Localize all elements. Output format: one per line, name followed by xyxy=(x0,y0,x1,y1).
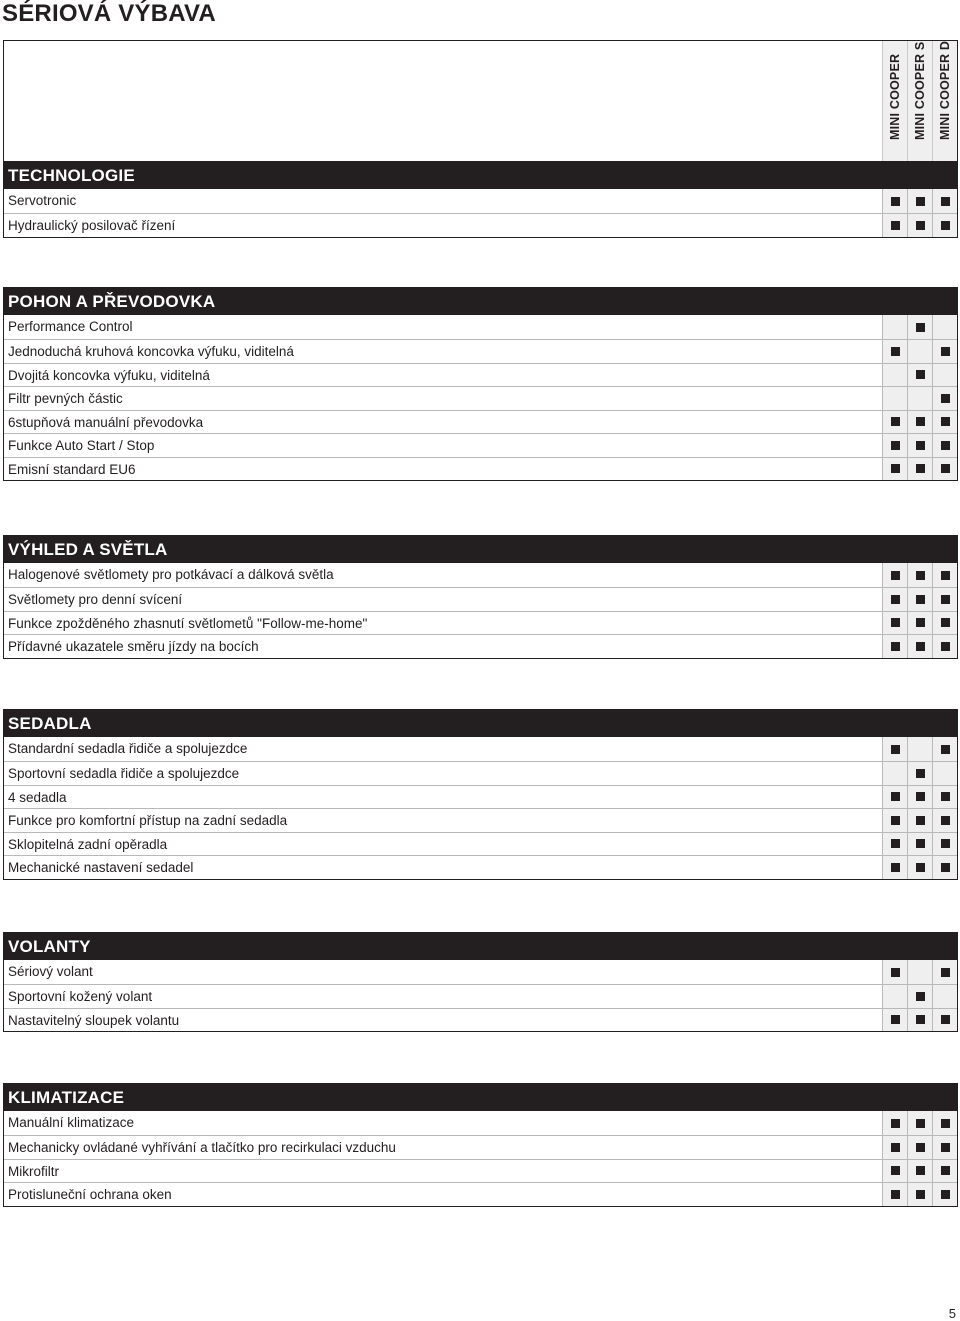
model-label-cooper-s: MINI COOPER S xyxy=(913,41,927,140)
model-label-cooper-d: MINI COOPER D xyxy=(938,40,952,140)
feature-label: Funkce Auto Start / Stop xyxy=(8,438,155,453)
feature-label: Sklopitelná zadní opěradla xyxy=(8,836,168,852)
feature-label: Standardní sedadla řidiče a spolujezdce xyxy=(8,741,248,756)
availability-cell xyxy=(932,1009,957,1032)
feature-label: Halogenové světlomety pro potkávací a dálková světla xyxy=(8,567,334,582)
table-row xyxy=(4,855,957,879)
standard-marker-icon xyxy=(891,618,900,627)
availability-cell xyxy=(882,1111,907,1135)
availability-cell xyxy=(907,563,932,587)
availability-cell xyxy=(907,1183,932,1206)
standard-marker-icon xyxy=(916,642,925,651)
table-row xyxy=(4,960,957,984)
availability-cell xyxy=(882,315,907,339)
standard-marker-icon xyxy=(891,816,900,825)
standard-marker-icon xyxy=(916,370,925,379)
table-row xyxy=(4,611,957,635)
section-rows xyxy=(3,960,958,1032)
availability-cell xyxy=(882,1160,907,1183)
feature-label: 6stupňová manuální převodovka xyxy=(8,414,204,430)
availability-cell xyxy=(932,214,957,237)
availability-cell xyxy=(907,786,932,809)
availability-cell xyxy=(907,364,932,387)
availability-cell xyxy=(907,985,932,1008)
model-column-cooper-d xyxy=(932,41,957,162)
availability-cell xyxy=(882,340,907,363)
table-row xyxy=(4,587,957,611)
standard-marker-icon xyxy=(916,769,925,778)
availability-cell xyxy=(882,1183,907,1206)
availability-cell xyxy=(932,833,957,856)
feature-label: Jednoduchá kruhová koncovka výfuku, viditelná xyxy=(8,344,294,359)
table-row xyxy=(4,457,957,481)
availability-cell xyxy=(882,809,907,832)
availability-cell xyxy=(932,387,957,410)
table-row xyxy=(4,1111,957,1135)
section-heading: TECHNOLOGIE xyxy=(3,161,958,189)
availability-cell xyxy=(882,856,907,879)
availability-cell xyxy=(932,434,957,457)
feature-label: Manuální klimatizace xyxy=(8,1115,135,1130)
availability-cell xyxy=(907,1111,932,1135)
availability-cell xyxy=(882,985,907,1008)
standard-marker-icon xyxy=(916,618,925,627)
availability-cell xyxy=(907,856,932,879)
table-row xyxy=(4,634,957,658)
standard-marker-icon xyxy=(916,221,925,230)
availability-cell xyxy=(882,588,907,611)
standard-marker-icon xyxy=(916,1143,925,1152)
standard-marker-icon xyxy=(916,595,925,604)
availability-cell xyxy=(932,737,957,761)
standard-marker-icon xyxy=(941,595,950,604)
availability-cell xyxy=(932,315,957,339)
standard-marker-icon xyxy=(941,618,950,627)
standard-marker-icon xyxy=(891,968,900,977)
availability-cell xyxy=(907,833,932,856)
table-row xyxy=(4,563,957,587)
availability-cell xyxy=(882,214,907,237)
section-rows xyxy=(3,315,958,481)
availability-cell xyxy=(932,856,957,879)
availability-cell xyxy=(882,786,907,809)
feature-label: Emisní standard EU6 xyxy=(8,461,136,477)
standard-marker-icon xyxy=(916,792,925,801)
standard-marker-icon xyxy=(941,347,950,356)
standard-marker-icon xyxy=(891,1143,900,1152)
section-heading: KLIMATIZACE xyxy=(3,1083,958,1111)
standard-marker-icon xyxy=(941,745,950,754)
availability-cell xyxy=(907,737,932,761)
feature-label: 4 sedadla xyxy=(8,789,67,805)
table-row xyxy=(4,433,957,457)
availability-cell xyxy=(882,434,907,457)
standard-marker-icon xyxy=(891,1119,900,1128)
feature-label: Protisluneční ochrana oken xyxy=(8,1187,172,1202)
standard-marker-icon xyxy=(916,197,925,206)
section-0 xyxy=(3,161,958,238)
standard-marker-icon xyxy=(941,792,950,801)
standard-marker-icon xyxy=(891,595,900,604)
standard-marker-icon xyxy=(941,464,950,473)
availability-cell xyxy=(907,434,932,457)
standard-marker-icon xyxy=(916,464,925,473)
standard-marker-icon xyxy=(916,571,925,580)
standard-marker-icon xyxy=(941,441,950,450)
availability-cell xyxy=(882,762,907,785)
availability-cell xyxy=(932,985,957,1008)
availability-cell xyxy=(907,189,932,213)
table-row xyxy=(4,1135,957,1159)
table-row xyxy=(4,1159,957,1183)
feature-label: Mikrofiltr xyxy=(8,1163,59,1179)
table-row xyxy=(4,761,957,785)
availability-cell xyxy=(882,387,907,410)
standard-marker-icon xyxy=(916,1119,925,1128)
availability-cell xyxy=(932,960,957,984)
availability-cell xyxy=(932,786,957,809)
standard-marker-icon xyxy=(916,1166,925,1175)
standard-marker-icon xyxy=(916,441,925,450)
standard-marker-icon xyxy=(891,441,900,450)
availability-cell xyxy=(882,635,907,658)
standard-marker-icon xyxy=(891,417,900,426)
standard-marker-icon xyxy=(916,839,925,848)
section-heading: VOLANTY xyxy=(3,932,958,960)
feature-label: Sportovní sedadla řidiče a spolujezdce xyxy=(8,766,240,781)
standard-marker-icon xyxy=(891,863,900,872)
availability-cell xyxy=(907,960,932,984)
standard-marker-icon xyxy=(941,642,950,651)
availability-cell xyxy=(932,411,957,434)
availability-cell xyxy=(907,315,932,339)
availability-cell xyxy=(882,833,907,856)
section-heading: POHON A PŘEVODOVKA xyxy=(3,287,958,315)
table-row xyxy=(4,1008,957,1032)
availability-cell xyxy=(932,563,957,587)
model-label-cooper: MINI COOPER xyxy=(888,53,902,140)
table-row xyxy=(4,1182,957,1206)
standard-marker-icon xyxy=(916,816,925,825)
availability-cell xyxy=(907,762,932,785)
table-row xyxy=(4,832,957,856)
standard-marker-icon xyxy=(941,1119,950,1128)
model-column-cooper-s xyxy=(907,41,932,162)
feature-label: Světlomety pro denní svícení xyxy=(8,592,183,607)
availability-cell xyxy=(932,340,957,363)
availability-cell xyxy=(907,214,932,237)
standard-marker-icon xyxy=(941,394,950,403)
availability-cell xyxy=(882,1009,907,1032)
availability-cell xyxy=(907,1136,932,1159)
availability-cell xyxy=(932,1136,957,1159)
section-5 xyxy=(3,1083,958,1207)
section-rows xyxy=(3,189,958,238)
standard-marker-icon xyxy=(916,1190,925,1199)
table-row xyxy=(4,984,957,1008)
feature-label: Dvojitá koncovka výfuku, viditelná xyxy=(8,367,210,383)
availability-cell xyxy=(882,612,907,635)
standard-marker-icon xyxy=(891,839,900,848)
standard-marker-icon xyxy=(891,197,900,206)
availability-cell xyxy=(932,458,957,481)
standard-marker-icon xyxy=(891,745,900,754)
feature-label: Sportovní kožený volant xyxy=(8,989,153,1004)
availability-cell xyxy=(907,1009,932,1032)
table-row xyxy=(4,315,957,339)
availability-cell xyxy=(907,588,932,611)
standard-marker-icon xyxy=(941,197,950,206)
availability-cell xyxy=(907,340,932,363)
availability-cell xyxy=(932,1160,957,1183)
availability-cell xyxy=(882,563,907,587)
availability-cell xyxy=(932,364,957,387)
standard-marker-icon xyxy=(891,642,900,651)
standard-marker-icon xyxy=(941,1015,950,1024)
section-heading: SEDADLA xyxy=(3,709,958,737)
standard-marker-icon xyxy=(891,792,900,801)
section-heading: VÝHLED A SVĚTLA xyxy=(3,535,958,563)
standard-marker-icon xyxy=(941,1190,950,1199)
section-rows xyxy=(3,563,958,659)
standard-marker-icon xyxy=(941,1143,950,1152)
availability-cell xyxy=(882,411,907,434)
table-row xyxy=(4,189,957,213)
availability-cell xyxy=(932,1111,957,1135)
availability-cell xyxy=(882,364,907,387)
feature-label: Nastavitelný sloupek volantu xyxy=(8,1012,180,1028)
feature-label: Mechanicky ovládané vyhřívání a tlačítko pro recirkulaci vzduchu xyxy=(8,1140,396,1155)
feature-label: Mechanické nastavení sedadel xyxy=(8,860,194,875)
standard-marker-icon xyxy=(916,417,925,426)
standard-marker-icon xyxy=(941,417,950,426)
availability-cell xyxy=(932,588,957,611)
availability-cell xyxy=(932,762,957,785)
standard-marker-icon xyxy=(941,839,950,848)
availability-cell xyxy=(907,809,932,832)
availability-cell xyxy=(882,189,907,213)
section-rows xyxy=(3,1111,958,1207)
table-row xyxy=(4,386,957,410)
availability-cell xyxy=(907,387,932,410)
availability-cell xyxy=(932,612,957,635)
feature-label: Performance Control xyxy=(8,319,133,334)
feature-label: Přídavné ukazatele směru jízdy na bocích xyxy=(8,639,259,654)
feature-label: Servotronic xyxy=(8,193,77,208)
table-row xyxy=(4,363,957,387)
section-3 xyxy=(3,709,958,880)
availability-cell xyxy=(882,737,907,761)
standard-marker-icon xyxy=(941,968,950,977)
feature-label: Filtr pevných částic xyxy=(8,391,123,406)
availability-cell xyxy=(932,809,957,832)
availability-cell xyxy=(882,960,907,984)
availability-cell xyxy=(907,458,932,481)
table-row xyxy=(4,339,957,363)
section-1 xyxy=(3,287,958,481)
standard-marker-icon xyxy=(891,347,900,356)
standard-marker-icon xyxy=(891,221,900,230)
availability-cell xyxy=(907,411,932,434)
availability-cell xyxy=(907,612,932,635)
section-2 xyxy=(3,535,958,659)
table-row xyxy=(4,785,957,809)
standard-marker-icon xyxy=(916,863,925,872)
model-header xyxy=(3,40,958,162)
availability-cell xyxy=(907,635,932,658)
feature-label: Funkce pro komfortní přístup na zadní sedadla xyxy=(8,813,288,828)
availability-cell xyxy=(907,1160,932,1183)
availability-cell xyxy=(932,635,957,658)
availability-cell xyxy=(882,458,907,481)
feature-label: Hydraulický posilovač řízení xyxy=(8,218,176,233)
standard-marker-icon xyxy=(916,1015,925,1024)
table-row xyxy=(4,410,957,434)
standard-marker-icon xyxy=(916,992,925,1001)
table-row xyxy=(4,213,957,237)
standard-marker-icon xyxy=(941,863,950,872)
model-columns xyxy=(882,41,957,162)
standard-marker-icon xyxy=(941,571,950,580)
standard-marker-icon xyxy=(891,1190,900,1199)
availability-cell xyxy=(932,189,957,213)
standard-marker-icon xyxy=(916,323,925,332)
feature-label: Sériový volant xyxy=(8,964,93,979)
page-number: 5 xyxy=(948,1306,956,1321)
availability-cell xyxy=(932,1183,957,1206)
page-title: SÉRIOVÁ VÝBAVA xyxy=(2,0,216,27)
table-row xyxy=(4,737,957,761)
standard-marker-icon xyxy=(891,1166,900,1175)
standard-marker-icon xyxy=(941,816,950,825)
standard-marker-icon xyxy=(891,464,900,473)
standard-marker-icon xyxy=(891,1015,900,1024)
table-row xyxy=(4,808,957,832)
standard-marker-icon xyxy=(891,571,900,580)
availability-cell xyxy=(882,1136,907,1159)
feature-label: Funkce zpožděného zhasnutí světlometů "Follow-me-home" xyxy=(8,615,368,631)
standard-marker-icon xyxy=(941,221,950,230)
section-4 xyxy=(3,932,958,1032)
section-rows xyxy=(3,737,958,880)
model-column-cooper xyxy=(882,41,907,162)
standard-marker-icon xyxy=(941,1166,950,1175)
